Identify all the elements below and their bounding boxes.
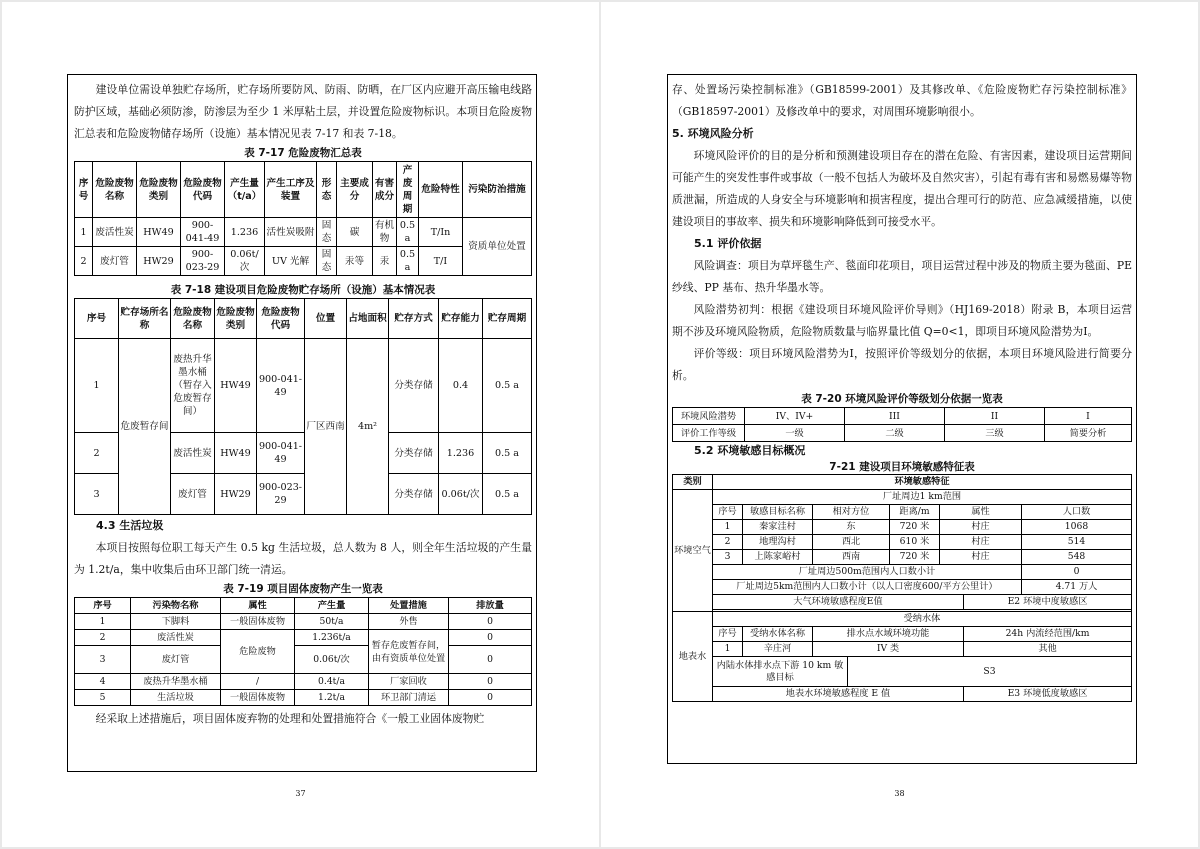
cell: 分类存储 — [389, 433, 439, 474]
col-header: 贮存方式 — [389, 299, 439, 339]
table-7-18 — [74, 298, 532, 515]
cell: 1 — [713, 520, 743, 535]
table-row — [673, 565, 1132, 580]
cell: 厂家回收 — [369, 674, 449, 690]
cell: 0 — [449, 614, 532, 630]
cell: 西北 — [813, 535, 890, 550]
table-row — [75, 630, 532, 646]
cell: 外售 — [369, 614, 449, 630]
cell: 720 米 — [890, 550, 940, 565]
paragraph-storage: 建设单位需设单独贮存场所，贮存场所要防风、防雨、防晒，在厂区内应避开高压输电线路防护区域，基础必须防渗，防渗层为至少 1 米厚粘土层，并设置危险废物标识。本项目危险废物汇总表和危险废物储存场所（设施）基本情况见表 7-17 和表 7-18。 — [74, 83, 532, 140]
col-header: 环境敏感特征 — [713, 475, 1132, 490]
table-row — [673, 535, 1132, 550]
cell: 汞等 — [337, 247, 373, 276]
cell: 大气环境敏感程度E值 — [713, 595, 964, 610]
table-header-row — [75, 299, 532, 339]
table-7-17 — [74, 161, 532, 276]
cell: 0.5 a — [483, 474, 532, 515]
cell: 0.4 — [439, 339, 483, 433]
table-7-21 — [672, 474, 1132, 702]
cell-area: 4m² — [347, 339, 389, 515]
cell: 相对方位 — [813, 505, 890, 520]
cell: 720 米 — [890, 520, 940, 535]
col-header: 产废周期 — [397, 162, 419, 218]
cell: 东 — [813, 520, 890, 535]
table-row — [75, 614, 532, 630]
cell: 废活性炭 — [93, 218, 137, 247]
cell: 距离/m — [890, 505, 940, 520]
table-row — [673, 657, 1132, 687]
cell: 3 — [713, 550, 743, 565]
cell: 汞 — [373, 247, 397, 276]
table-7-19-caption: 表 7-19 项目固体废物产生一览表 — [223, 583, 383, 595]
cell: 辛庄河 — [743, 642, 813, 657]
table-row — [673, 627, 1132, 642]
cell: III — [845, 408, 945, 425]
table-header-row — [75, 162, 532, 218]
cell: 二级 — [845, 425, 945, 442]
col-header: 产生量 — [295, 598, 369, 614]
col-header: 贮存能力 — [439, 299, 483, 339]
table-header-row — [75, 598, 532, 614]
col-header: 危险特性 — [419, 162, 463, 218]
table-row — [75, 674, 532, 690]
cell: 5 — [75, 690, 131, 706]
col-header: 属性 — [221, 598, 295, 614]
cell: 548 — [1022, 550, 1132, 565]
cell: 610 米 — [890, 535, 940, 550]
cell: 50t/a — [295, 614, 369, 630]
cell: I — [1045, 408, 1132, 425]
cell: 4 — [75, 674, 131, 690]
cell: 内陆水体排水点下游 10 km 敏感目标 — [713, 657, 848, 687]
page-number: 37 — [295, 789, 306, 798]
cell: 900-041-49 — [257, 339, 305, 433]
cell: 0.06t/次 — [439, 474, 483, 515]
cell-water-label: 地表水 — [673, 612, 713, 702]
page-37 — [2, 2, 599, 847]
cell: 废灯管 — [131, 646, 221, 674]
col-header: 序号 — [75, 162, 93, 218]
page-38 — [601, 2, 1198, 847]
content-frame — [67, 74, 537, 772]
cell: 属性 — [940, 505, 1022, 520]
cell: 0.5 a — [483, 339, 532, 433]
paragraph-risk-survey: 风险调查：项目为草坪毯生产、毯面印花项目，项目运营过程中涉及的物质主要为毯面、PE 纱线、PP 基布、热升华墨水等。 — [672, 259, 1132, 294]
cell: 排水点水域环境功能 — [813, 627, 964, 642]
cell: IV、IV+ — [745, 408, 845, 425]
cell: 900-041-49 — [257, 433, 305, 474]
cell: 900-041-49 — [181, 218, 225, 247]
cell: 厂址周边5km范围内人口数小计（以人口密度600/平方公里计） — [713, 580, 1022, 595]
col-header: 处置措施 — [369, 598, 449, 614]
section-heading-5-1: 5.1 评价依据 — [694, 237, 762, 250]
cell: E2 环境中度敏感区 — [964, 595, 1132, 610]
cell: 1068 — [1022, 520, 1132, 535]
cell: 危险废物 — [221, 630, 295, 674]
table-row — [75, 690, 532, 706]
content-frame — [667, 74, 1137, 764]
cell: 有机物 — [373, 218, 397, 247]
cell: 24h 内流经范围/km — [964, 627, 1132, 642]
cell-air-label: 环境空气 — [673, 490, 713, 612]
table-7-20-caption: 表 7-20 环境风险评价等级划分依据一览表 — [801, 393, 1003, 405]
cell: 废灯管 — [93, 247, 137, 276]
cell: 1 — [713, 642, 743, 657]
cell: 活性炭吸附 — [265, 218, 317, 247]
section-heading-4-3: 4.3 生活垃圾 — [96, 519, 164, 532]
table-row — [75, 218, 532, 247]
paragraph-standards: 存、处置场污染控制标准》（GB18599-2001）及其修改单、《危险废物贮存污染控制标准》（GB18597-2001）及修改单中的要求，对周围环境影响很小。 — [672, 83, 1132, 118]
cell: 分类存储 — [389, 474, 439, 515]
cell: 0 — [1022, 565, 1132, 580]
cell: 900-023-29 — [181, 247, 225, 276]
cell: HW29 — [215, 474, 257, 515]
cell: 西南 — [813, 550, 890, 565]
cell: 碳 — [337, 218, 373, 247]
cell: 序号 — [713, 505, 743, 520]
table-row — [75, 646, 532, 674]
col-header: 产生工序及装置 — [265, 162, 317, 218]
cell: 受纳水体 — [713, 612, 1132, 627]
cell: 900-023-29 — [257, 474, 305, 515]
cell: 秦家洼村 — [743, 520, 813, 535]
paragraph-risk-potential: 风险潜势初判：根据《建设项目环境风险评价导则》（HJ169-2018）附录 B，本项目运营期不涉及环境风险物质，危险物质数量与临界量比值 Q=0<1，即项目环境风险潜势为I。 — [672, 303, 1132, 338]
cell: HW49 — [215, 433, 257, 474]
cell: 1.236t/a — [295, 630, 369, 646]
cell: 固态 — [317, 218, 337, 247]
cell: T/I — [419, 247, 463, 276]
cell: 环卫部门清运 — [369, 690, 449, 706]
cell: 0.4t/a — [295, 674, 369, 690]
cell: 1 — [75, 218, 93, 247]
cell: II — [945, 408, 1045, 425]
col-header: 危险废物代码 — [257, 299, 305, 339]
cell: 环境风险潜势 — [673, 408, 745, 425]
cell: 废活性炭 — [131, 630, 221, 646]
cell: 0.06t/次 — [225, 247, 265, 276]
cell: 0.5 a — [397, 218, 419, 247]
cell: 废灯管 — [171, 474, 215, 515]
cell: 分类存储 — [389, 339, 439, 433]
col-header: 贮存场所名称 — [119, 299, 171, 339]
cell: T/In — [419, 218, 463, 247]
col-header: 位置 — [305, 299, 347, 339]
cell: 1.236 — [225, 218, 265, 247]
cell: 受纳水体名称 — [743, 627, 813, 642]
cell: 废热升华墨水桶（暂存入危废暂存间） — [171, 339, 215, 433]
cell: 4.71 万人 — [1022, 580, 1132, 595]
cell: HW49 — [215, 339, 257, 433]
cell: S3 — [848, 657, 1132, 687]
cell: 村庄 — [940, 550, 1022, 565]
cell: 一级 — [745, 425, 845, 442]
col-header: 贮存周期 — [483, 299, 532, 339]
cell: 敏感目标名称 — [743, 505, 813, 520]
cell: 上陈家峪村 — [743, 550, 813, 565]
table-row — [673, 642, 1132, 657]
cell: 序号 — [713, 627, 743, 642]
cell: 0 — [449, 674, 532, 690]
col-header: 占地面积 — [347, 299, 389, 339]
cell: 514 — [1022, 535, 1132, 550]
col-header: 产生量（t/a） — [225, 162, 265, 218]
cell: 1.2t/a — [295, 690, 369, 706]
cell: 0 — [449, 630, 532, 646]
cell: 评价工作等级 — [673, 425, 745, 442]
cell: HW49 — [137, 218, 181, 247]
col-header: 有害成分 — [373, 162, 397, 218]
cell: 厂址周边500m范围内人口数小计 — [713, 565, 1022, 580]
cell: 地理沟村 — [743, 535, 813, 550]
cell: 下脚料 — [131, 614, 221, 630]
col-header: 危险废物类别 — [215, 299, 257, 339]
cell: 3 — [75, 474, 119, 515]
col-header: 危险废物代码 — [181, 162, 225, 218]
col-header: 形态 — [317, 162, 337, 218]
table-row — [673, 425, 1132, 442]
cell: 0 — [449, 646, 532, 674]
cell: / — [221, 674, 295, 690]
cell: HW29 — [137, 247, 181, 276]
table-row — [673, 408, 1132, 425]
col-header: 序号 — [75, 598, 131, 614]
cell: 2 — [713, 535, 743, 550]
cell: 暂存危废暂存间，由有资质单位处置 — [369, 630, 449, 674]
col-header: 危险废物类别 — [137, 162, 181, 218]
table-row — [673, 490, 1132, 505]
cell: 一般固体废物 — [221, 614, 295, 630]
table-row — [673, 612, 1132, 627]
cell: 其他 — [964, 642, 1132, 657]
cell: 2 — [75, 630, 131, 646]
cell: 2 — [75, 247, 93, 276]
col-header: 危险废物名称 — [171, 299, 215, 339]
cell: 三级 — [945, 425, 1045, 442]
cell: 2 — [75, 433, 119, 474]
cell: 0 — [449, 690, 532, 706]
cell: 村庄 — [940, 535, 1022, 550]
col-header: 危险废物名称 — [93, 162, 137, 218]
table-row — [673, 595, 1132, 610]
paragraph-eval-level: 评价等级：项目环境风险潜势为I，按照评价等级划分的依据，本项目环境风险进行简要分析。 — [672, 347, 1132, 382]
cell: 1 — [75, 614, 131, 630]
table-row — [75, 339, 532, 433]
cell-place: 危废暂存间 — [119, 339, 171, 515]
cell: 1.236 — [439, 433, 483, 474]
col-header: 序号 — [75, 299, 119, 339]
section-heading-5: 5. 环境风险分析 — [672, 127, 754, 140]
table-header-row — [673, 475, 1132, 490]
cell: 厂址周边1 km范围 — [713, 490, 1132, 505]
table-row — [673, 505, 1132, 520]
col-header: 污染物名称 — [131, 598, 221, 614]
table-7-17-caption: 表 7-17 危险废物汇总表 — [244, 147, 362, 159]
cell: 固态 — [317, 247, 337, 276]
cell: 0.5 a — [397, 247, 419, 276]
section-heading-5-2: 5.2 环境敏感目标概况 — [694, 444, 806, 457]
cell: 废热升华墨水桶 — [131, 674, 221, 690]
cell: 地表水环境敏感程度 E 值 — [713, 687, 964, 702]
cell: 村庄 — [940, 520, 1022, 535]
cell: E3 环境低度敏感区 — [964, 687, 1132, 702]
table-row — [673, 580, 1132, 595]
cell: 1 — [75, 339, 119, 433]
table-row — [673, 687, 1132, 702]
table-row — [673, 550, 1132, 565]
table-7-20 — [672, 407, 1132, 442]
cell: 一般固体废物 — [221, 690, 295, 706]
paragraph-risk-purpose: 环境风险评价的目的是分析和预测建设项目存在的潜在危险、有害因素，建设项目运营期间可能产生的突发性事件或事故（一般不包括人为破坏及自然灾害），引起有毒有害和易燃易爆等物质泄漏，所造成的人身安全与环境影响和损害程度，提出合理可行的防范、应急减缓措施，以使建设项目的事故率、损失和环境影响降低到可接受水平。 — [672, 149, 1132, 228]
cell: 人口数 — [1022, 505, 1132, 520]
cell: 生活垃圾 — [131, 690, 221, 706]
paragraph-conclusion: 经采取上述措施后，项目固体废弃物的处理和处置措施符合《一般工业固体废物贮 — [95, 712, 485, 725]
cell: 废活性炭 — [171, 433, 215, 474]
col-header: 排放量 — [449, 598, 532, 614]
cell-location: 厂区西南 — [305, 339, 347, 515]
page-number: 38 — [894, 789, 905, 798]
cell: 0.5 a — [483, 433, 532, 474]
table-7-18-caption: 表 7-18 建设项目危险废物贮存场所（设施）基本情况表 — [170, 284, 436, 296]
col-header: 污染防治措施 — [463, 162, 532, 218]
col-header: 类别 — [673, 475, 713, 490]
cell: 简要分析 — [1045, 425, 1132, 442]
cell: UV 光解 — [265, 247, 317, 276]
paragraph-garbage: 本项目按照每位职工每天产生 0.5 kg 生活垃圾，总人数为 8 人，则全年生活垃圾的产生量为 1.2t/a，集中收集后由环卫部门统一清运。 — [74, 541, 532, 576]
table-7-19 — [74, 597, 532, 706]
table-row — [673, 520, 1132, 535]
cell: 0.06t/次 — [295, 646, 369, 674]
col-header: 主要成分 — [337, 162, 373, 218]
cell: 3 — [75, 646, 131, 674]
cell: IV 类 — [813, 642, 964, 657]
table-7-21-caption: 7-21 建设项目环境敏感特征表 — [829, 461, 975, 473]
cell-measure: 资质单位处置 — [463, 218, 532, 276]
